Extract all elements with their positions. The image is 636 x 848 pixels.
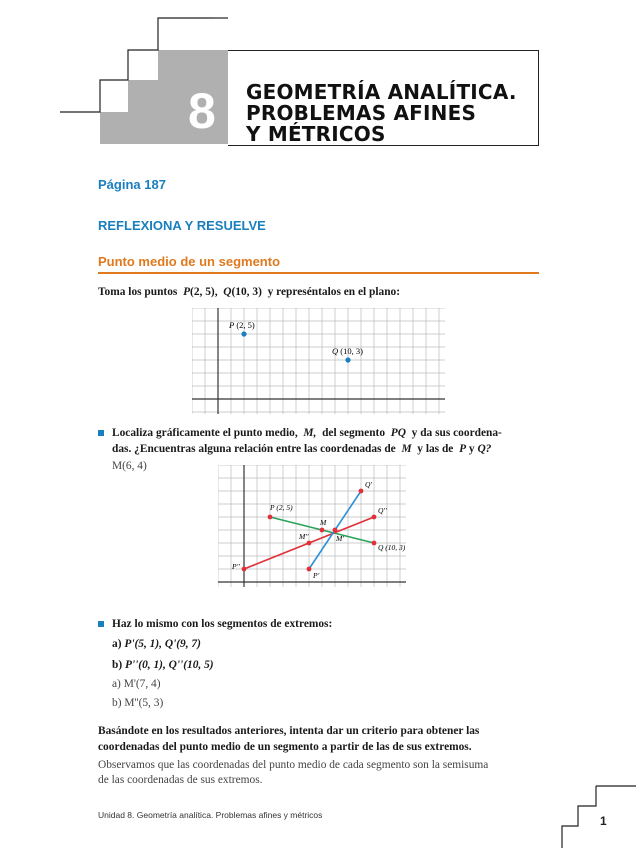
point-p (268, 515, 273, 520)
footer-stair-graphic (560, 780, 636, 848)
chapter-title-line-1: GEOMETRÍA ANALÍTICA. (246, 80, 517, 104)
label-p2: P'' (232, 562, 240, 571)
intro-q-label: Q (223, 286, 232, 298)
question-2: Haz lo mismo con los segmentos de extremos: (112, 618, 333, 630)
label-p: P (2, 5) (270, 503, 293, 512)
point-m (320, 528, 325, 533)
point-q-label: Q (10, 3) (332, 346, 363, 356)
answer-2-b: b) M''(5, 3) (112, 697, 164, 709)
point-q2 (372, 515, 377, 520)
point-m1 (333, 528, 338, 533)
point-q1 (359, 489, 364, 494)
intro-p-label: P (183, 286, 191, 298)
label-m2: M'' (299, 532, 309, 541)
bullet-icon (98, 621, 104, 627)
label-q: Q (10, 3) (378, 543, 406, 552)
page-number: 1 (600, 814, 607, 828)
label-p1: P' (313, 571, 320, 580)
chapter-number: 8 (188, 83, 216, 139)
label-q1: Q' (365, 480, 373, 489)
point-p2 (242, 567, 247, 572)
label-q2: Q'' (378, 506, 387, 515)
bullet-icon (98, 430, 104, 436)
point-p1 (307, 567, 312, 572)
subsection-heading: Punto medio de un segmento (98, 254, 281, 269)
grid-plot-2 (218, 465, 406, 587)
label-m: M (320, 518, 327, 527)
answer-2-a: a) M'(7, 4) (112, 678, 161, 690)
footer-text: Unidad 8. Geometría analítica. Problemas afines y métricos (98, 810, 323, 820)
chapter-title-line-3: Y MÉTRICOS (246, 122, 386, 146)
grid-plot-1 (192, 308, 445, 414)
question-2-a: a) P'(5, 1), Q'(9, 7) (112, 638, 201, 650)
section-heading: REFLEXIONA Y RESUELVE (98, 218, 266, 233)
intro-p-coords: (2, 5), (190, 286, 218, 298)
subsection-rule (98, 272, 539, 274)
intro-statement (98, 284, 400, 300)
point-m2 (307, 541, 312, 546)
answer-1: M(6, 4) (112, 460, 147, 472)
answer-3: Observamos que las coordenadas del punto medio de cada segmento son la semisuma de las coordenadas de sus extremos. (98, 759, 489, 786)
chapter-title-line-2: PROBLEMAS AFINES (246, 101, 477, 125)
point-q (372, 541, 377, 546)
point-p-label: P (2, 5) (229, 320, 255, 330)
question-2-b: b) P''(0, 1), Q''(10, 5) (112, 659, 214, 671)
intro-text-before: Toma los puntos (98, 286, 178, 298)
page-label: Página 187 (98, 177, 166, 192)
label-m1: M' (336, 534, 344, 543)
question-3: Basándote en los resultados anteriores, intenta dar un criterio para obtener las coordenadas del punto medio de un segmento a partir de las de sus extremos. (98, 725, 480, 753)
question-1: Localiza gráficamente el punto medio, M, del segmento PQ y da sus coordena- das. ¿Encuentras alguna relación entre las coordenadas de M y las de P y Q? (112, 427, 502, 455)
intro-q-coords: (10, 3) (231, 286, 262, 298)
intro-text-after: y represéntalos en el plano: (267, 286, 401, 298)
point-p (241, 331, 246, 336)
point-q (345, 357, 350, 362)
